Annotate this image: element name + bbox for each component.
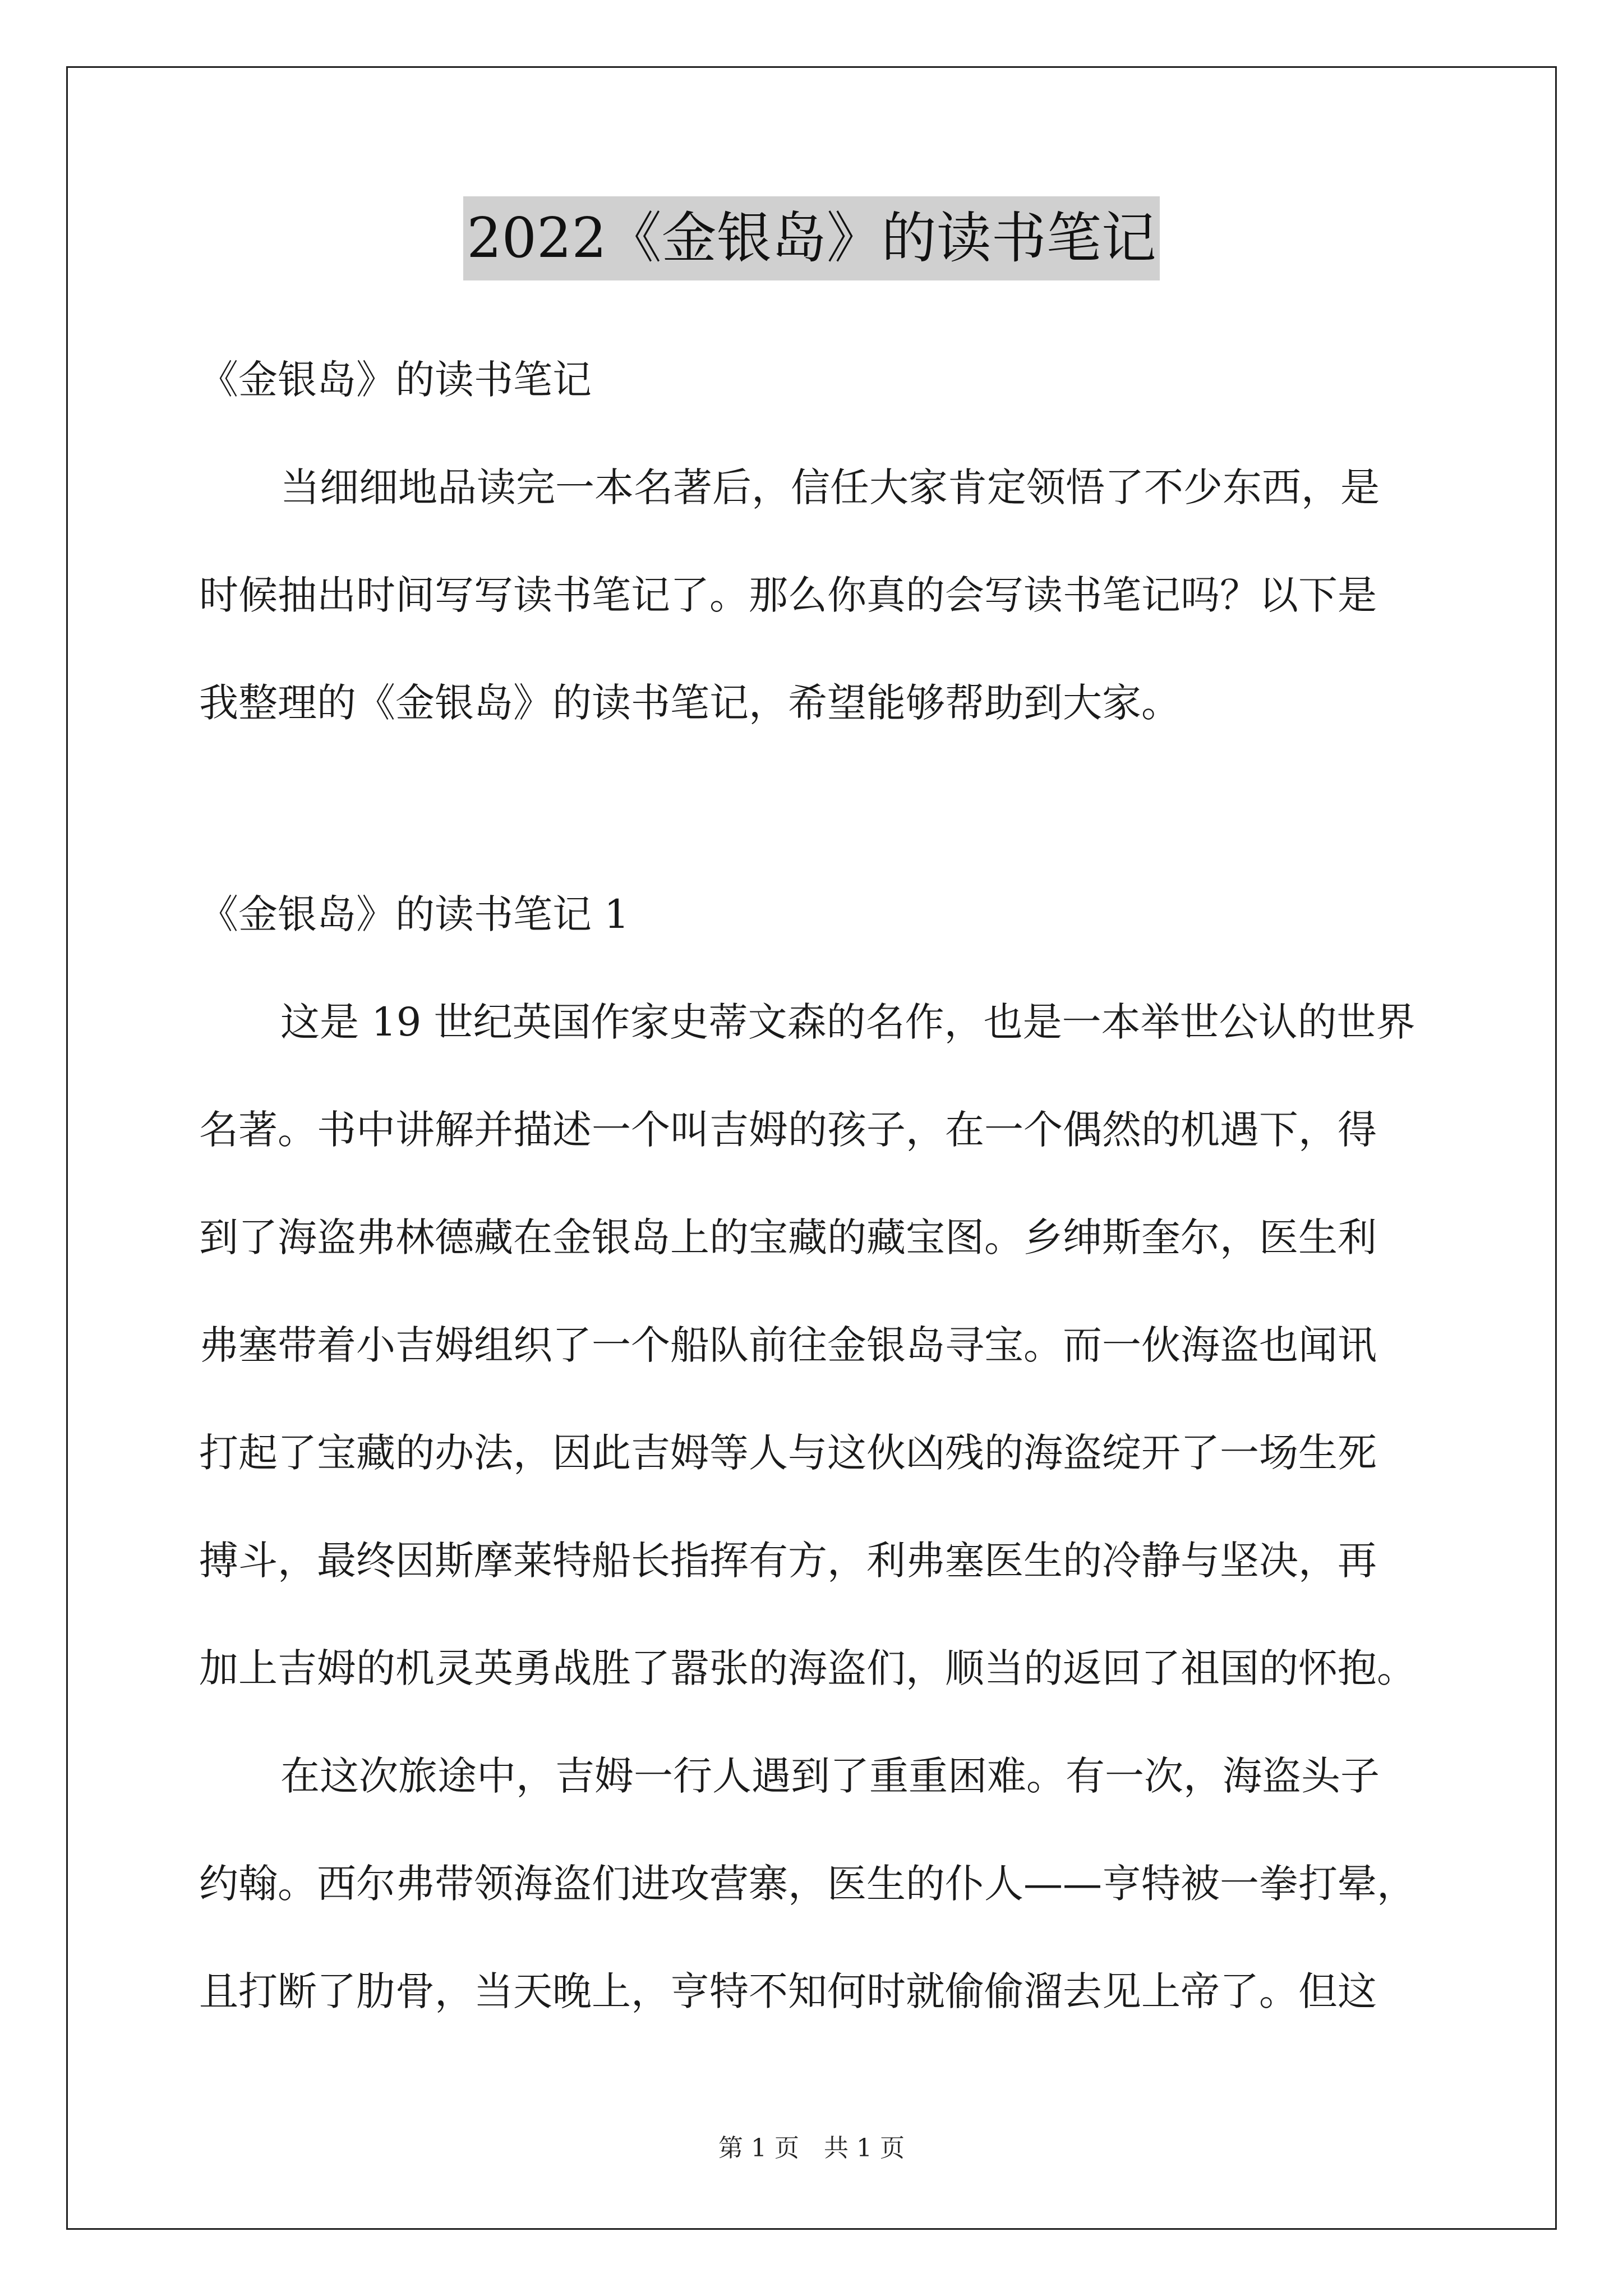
para2-line-3: 且打断了肋骨，当天晚上，亨特不知何时就偷偷溜去见上帝了。但这 [199,1968,1377,2014]
intro-line-1: 当细细地品读完一本名著后，信任大家肯定领悟了不少东西，是 [280,464,1380,510]
para1-line-7: 加上吉姆的机灵英勇战胜了嚣张的海盗们，顺当的返回了祖国的怀抱。 [199,1645,1416,1691]
para2-line-1: 在这次旅途中，吉姆一行人遇到了重重困难。有一次，海盗头子 [280,1753,1380,1799]
intro-line-3: 我整理的《金银岛》的读书笔记，希望能够帮助到大家。 [199,680,1181,726]
para1-line-4: 弗塞带着小吉姆组织了一个船队前往金银岛寻宝。而一伙海盗也闻讯 [199,1322,1377,1368]
para1-line-5: 打起了宝藏的办法，因此吉姆等人与这伙凶残的海盗绽开了一场生死 [199,1430,1377,1476]
para1-line-6: 搏斗，最终因斯摩莱特船长指挥有方，利弗塞医生的冷静与坚决，再 [199,1538,1377,1584]
para1-line-3: 到了海盗弗林德藏在金银岛上的宝藏的藏宝图。乡绅斯奎尔，医生利 [199,1214,1377,1260]
document-subtitle: 《金银岛》的读书笔记 [199,357,592,403]
para2-line-2: 约翰。西尔弗带领海盗们进攻营寨，医生的仆人——亨特被一拳打晕， [199,1861,1416,1907]
intro-line-2: 时候抽出时间写写读书笔记了。那么你真的会写读书笔记吗？以下是 [199,572,1377,618]
title-container [0,196,1623,280]
page-footer: 第 1 页 共 1 页 [718,2134,905,2162]
section-heading-1: 《金银岛》的读书笔记 1 [199,891,629,937]
document-title: 2022《金银岛》的读书笔记 [463,196,1159,280]
para1-line-1: 这是 19 世纪英国作家史蒂文森的名作，也是一本举世公认的世界 [280,999,1415,1045]
para1-line-2: 名著。书中讲解并描述一个叫吉姆的孩子，在一个偶然的机遇下，得 [199,1107,1377,1153]
